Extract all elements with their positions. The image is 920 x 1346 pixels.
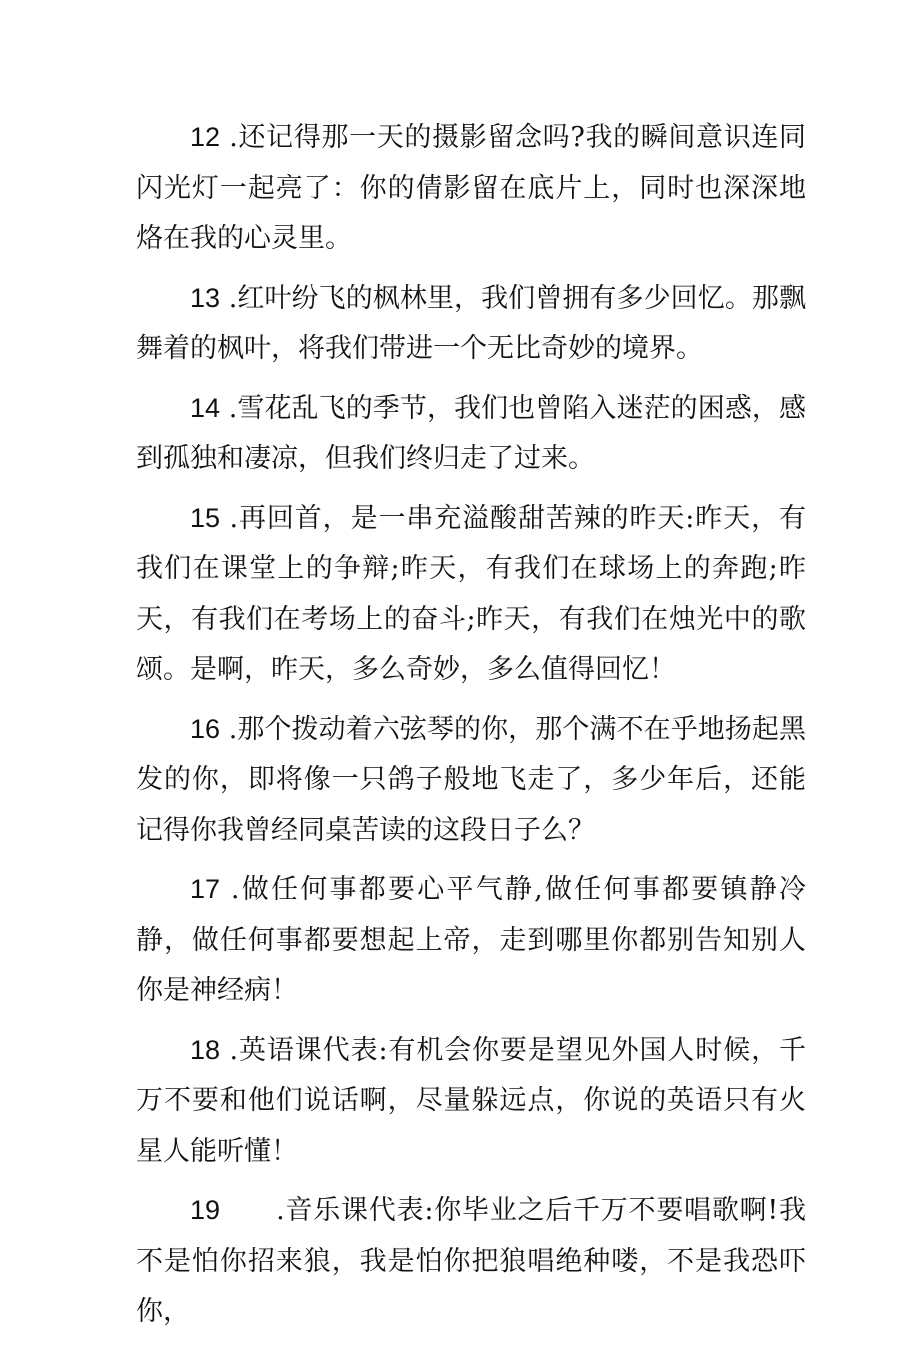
paragraph-separator: . <box>220 122 238 153</box>
paragraph-number: 18 <box>190 1034 221 1065</box>
paragraph-separator: . <box>220 1034 239 1066</box>
paragraph-separator: . <box>220 713 238 745</box>
paragraph-separator: . <box>220 874 240 905</box>
paragraph-number: 19 <box>190 1195 221 1225</box>
paragraph-16 <box>136 704 806 857</box>
paragraph-text: 雪花乱飞的季节，我们也曾陷入迷茫的困惑，感到孤独和凄凉，但我们终归走了过来。 <box>136 392 806 474</box>
paragraph-text: 音乐课代表:你毕业之后千万不要唱歌啊!我不是怕你招来狼，我是怕你把狼唱绝种喽，不是我恐吓你， <box>136 1195 807 1327</box>
paragraph-number: 16 <box>190 713 221 744</box>
paragraph-separator: . <box>220 392 238 424</box>
paragraph-separator: . <box>220 282 238 314</box>
paragraph-13 <box>136 273 806 375</box>
paragraph-18 <box>136 1025 806 1178</box>
paragraph-number: 15 <box>190 502 221 533</box>
paragraph-15 <box>136 493 806 696</box>
paragraph-text: 英语课代表:有机会你要是望见外国人时候，千万不要和他们说话啊，尽量躲远点，你说的英语只有火星人能听懂！ <box>136 1034 806 1167</box>
paragraph-number: 17 <box>190 874 221 904</box>
paragraph-separator: . <box>220 502 239 534</box>
paragraph-19 <box>136 1185 806 1338</box>
paragraph-text: 那个拨动着六弦琴的你，那个满不在乎地扬起黑发的你，即将像一只鸽子般地飞走了，多少年后，还能记得你我曾经同桌苦读的这段日子么？ <box>136 713 806 846</box>
paragraph-number: 13 <box>190 282 221 313</box>
paragraph-text: 做任何事都要心平气静,做任何事都要镇静冷静，做任何事都要想起上帝，走到哪里你都别告知别人你是神经病！ <box>136 874 806 1006</box>
paragraph-number: 14 <box>190 392 221 423</box>
paragraph-text: 再回首，是一串充溢酸甜苦辣的昨天:昨天，有我们在课堂上的争辩;昨天，有我们在球场上的奔跑;昨天，有我们在考场上的奋斗;昨天，有我们在烛光中的歌颂。是啊，昨天，多么奇妙，多么值得回忆！ <box>136 502 806 685</box>
paragraph-12 <box>136 112 806 265</box>
paragraph-14 <box>136 383 806 485</box>
paragraph-separator: . <box>220 1195 285 1226</box>
document-body <box>136 112 806 1346</box>
paragraph-number: 12 <box>190 122 221 152</box>
paragraph-17 <box>136 864 806 1017</box>
paragraph-text: 还记得那一天的摄影留念吗?我的瞬间意识连同闪光灯一起亮了：你的倩影留在底片上，同时也深深地烙在我的心灵里。 <box>136 122 806 254</box>
paragraph-text: 红叶纷飞的枫林里，我们曾拥有多少回忆。那飘舞着的枫叶，将我们带进一个无比奇妙的境界。 <box>136 282 806 364</box>
